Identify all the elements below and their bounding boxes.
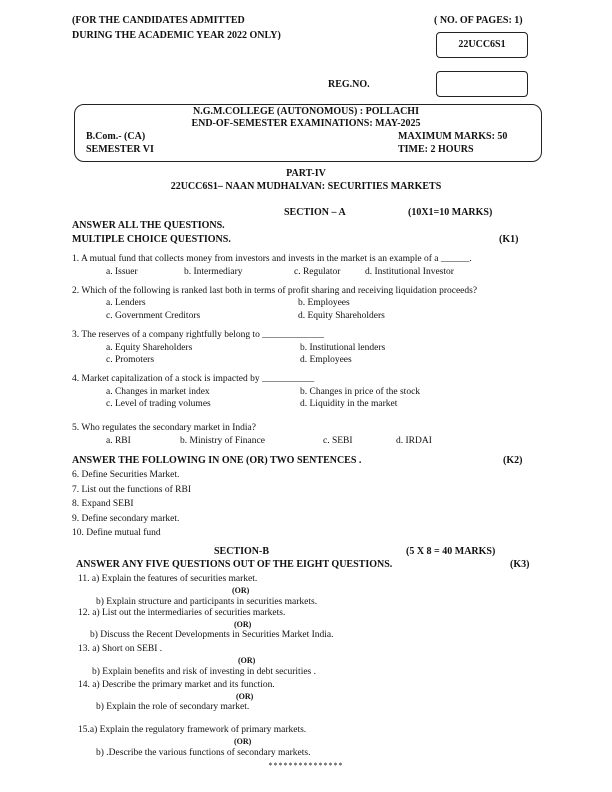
essay-question-13a: 13. a) Short on SEBI . <box>78 644 163 654</box>
essay-question-14b: b) Explain the role of secondary market. <box>96 702 250 712</box>
section-a-heading: SECTION – A <box>284 207 346 218</box>
essay-question-12a: 12. a) List out the intermediaries of securities markets. <box>78 608 286 618</box>
essay-question-11b: b) Explain structure and participants in securities markets. <box>96 597 318 607</box>
mcq-5-option-b: b. Ministry of Finance <box>180 436 265 446</box>
essay-question-12b: b) Discuss the Recent Developments in Securities Market India. <box>90 630 334 640</box>
short-question-9: 9. Define secondary market. <box>72 514 180 524</box>
short-answer-instruction: ANSWER THE FOLLOWING IN ONE (OR) TWO SENTENCES . <box>72 455 362 466</box>
mcq-3-option-d: d. Employees <box>300 355 352 365</box>
exam-name: END-OF-SEMESTER EXAMINATIONS: MAY-2025 <box>191 118 421 129</box>
section-b-instruction: ANSWER ANY FIVE QUESTIONS OUT OF THE EIGHT QUESTIONS. <box>76 559 393 570</box>
mcq-2-option-d: d. Equity Shareholders <box>298 311 385 321</box>
essay-question-14a: 14. a) Describe the primary market and its function. <box>78 680 275 690</box>
or-divider: (OR) <box>234 620 252 629</box>
mcq-1-option-a: a. Issuer <box>106 267 138 277</box>
course-code-box <box>436 32 528 58</box>
short-answer-level: (K2) <box>503 455 523 466</box>
mcq-3-option-c: c. Promoters <box>106 355 155 365</box>
mcq-4-option-d: d. Liquidity in the market <box>300 399 398 409</box>
mcq-2-option-b: b. Employees <box>298 298 350 308</box>
mcq-2-option-c: c. Government Creditors <box>106 311 201 321</box>
mcq-4-option-c: c. Level of trading volumes <box>106 399 211 409</box>
max-marks: MAXIMUM MARKS: 50 <box>398 131 508 142</box>
section-a-marks: (10X1=10 MARKS) <box>408 207 493 218</box>
short-question-8: 8. Expand SEBI <box>72 499 134 509</box>
mcq-1-option-d: d. Institutional Investor <box>365 267 454 277</box>
mcq-2-option-a: a. Lenders <box>106 298 146 308</box>
paper-title: 22UCC6S1– NAAN MUDHALVAN: SECURITIES MARKETS <box>170 181 442 192</box>
course-code: 22UCC6S1 <box>458 39 506 50</box>
mcq-question-3: 3. The reserves of a company rightfully belong to _____________ <box>72 330 325 340</box>
mcq-1-option-b: b. Intermediary <box>184 267 243 277</box>
or-divider: (OR) <box>238 656 256 665</box>
mcq-4-option-a: a. Changes in market index <box>106 387 210 397</box>
part-label: PART-IV <box>286 168 326 179</box>
regno-box[interactable] <box>436 71 528 97</box>
essay-question-13b: b) Explain benefits and risk of investing in debt securities . <box>92 667 316 677</box>
section-a-instruction: ANSWER ALL THE QUESTIONS. <box>72 220 225 231</box>
mcq-5-option-a: a. RBI <box>106 436 131 446</box>
short-question-7: 7. List out the functions of RBI <box>72 485 192 495</box>
essay-question-15a: 15.a) Explain the regulatory framework of primary markets. <box>78 725 307 735</box>
end-of-paper-marker: *************** <box>268 761 344 770</box>
essay-question-15b: b) .Describe the various functions of secondary markets. <box>96 748 311 758</box>
course-name: B.Com.- (CA) <box>86 131 146 142</box>
mcq-instruction: MULTIPLE CHOICE QUESTIONS. <box>72 234 231 245</box>
or-divider: (OR) <box>232 586 250 595</box>
short-question-6: 6. Define Securities Market. <box>72 470 180 480</box>
mcq-5-option-d: d. IRDAI <box>396 436 432 446</box>
admitted-line-2: DURING THE ACADEMIC YEAR 2022 ONLY) <box>72 30 281 41</box>
section-b-marks: (5 X 8 = 40 MARKS) <box>406 546 496 557</box>
mcq-5-option-c: c. SEBI <box>323 436 353 446</box>
mcq-question-5: 5. Who regulates the secondary market in India? <box>72 423 256 433</box>
mcq-level: (K1) <box>499 234 519 245</box>
mcq-question-2: 2. Which of the following is ranked last both in terms of profit sharing and receiving liquidation proceeds? <box>72 286 478 296</box>
exam-time: TIME: 2 HOURS <box>398 144 474 155</box>
mcq-1-option-c: c. Regulator <box>294 267 341 277</box>
mcq-4-option-b: b. Changes in price of the stock <box>300 387 421 397</box>
essay-question-11a: 11. a) Explain the features of securities market. <box>78 574 258 584</box>
mcq-3-option-b: b. Institutional lenders <box>300 343 386 353</box>
mcq-question-4: 4. Market capitalization of a stock is impacted by ___________ <box>72 374 315 384</box>
page-count: ( NO. OF PAGES: 1) <box>434 15 523 26</box>
admitted-line-1: (FOR THE CANDIDATES ADMITTED <box>72 15 245 26</box>
short-question-10: 10. Define mutual fund <box>72 528 161 538</box>
or-divider: (OR) <box>236 692 254 701</box>
section-b-level: (K3) <box>510 559 530 570</box>
college-name: N.G.M.COLLEGE (AUTONOMOUS) : POLLACHI <box>193 106 419 117</box>
regno-label: REG.NO. <box>328 79 370 90</box>
mcq-question-1: 1. A mutual fund that collects money from investors and invests in the market is an example of a ______. <box>72 254 472 264</box>
mcq-3-option-a: a. Equity Shareholders <box>106 343 193 353</box>
semester: SEMESTER VI <box>86 144 154 155</box>
section-b-heading: SECTION-B <box>214 546 270 557</box>
or-divider: (OR) <box>234 737 252 746</box>
